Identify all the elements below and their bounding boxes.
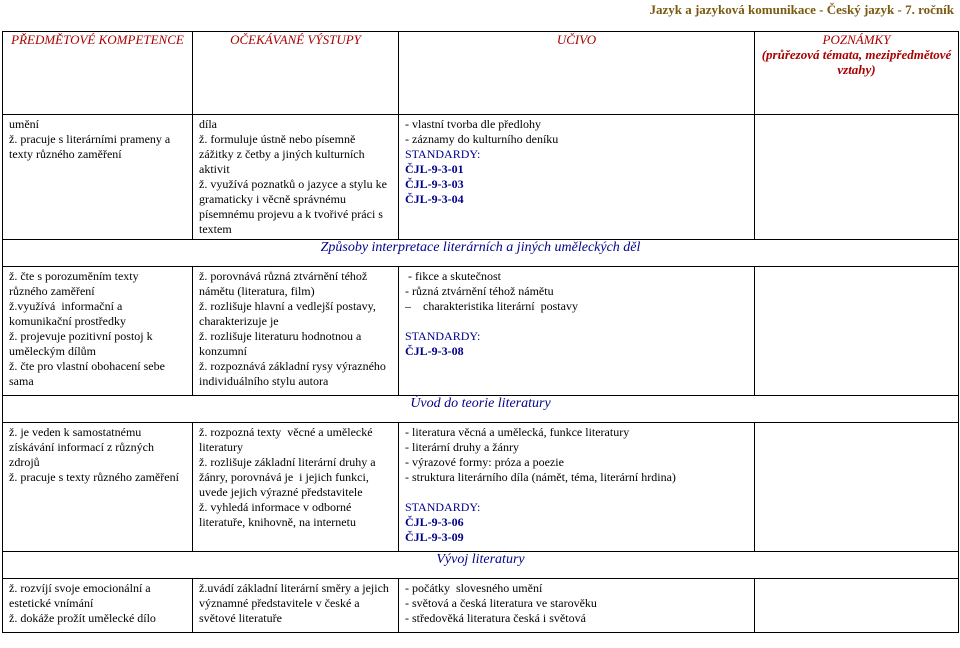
content-line: - vlastní tvorba dle předlohy [405, 117, 541, 131]
outcome-line: námětu (literatura, film) [199, 284, 315, 298]
content-line: - různá ztvárnění téhož námětu [405, 284, 554, 298]
section-heading: Vývoj literatury [3, 552, 959, 579]
outcome-line: ž. vyhledá informace v odborné [199, 500, 352, 514]
section-heading: Způsoby interpretace literárních a jiných uměleckých děl [3, 240, 959, 267]
outcomes-cell [193, 579, 399, 633]
column-header-row [3, 32, 959, 115]
page-header-title: Jazyk a jazyková komunikace - Český jazyk - 7. ročník [649, 2, 954, 17]
outcome-line: individuálního stylu autora [199, 374, 329, 388]
competence-line: ž. čte pro vlastní obohacení sebe [9, 359, 165, 373]
competences-cell [3, 267, 193, 396]
table-row [3, 423, 959, 552]
competence-line: umění [9, 117, 39, 131]
outcome-line: aktivit [199, 162, 230, 176]
notes-subtitle-2: vztahy) [837, 62, 876, 77]
competence-line: ž.využívá informační a [9, 299, 123, 313]
dash-bullet: – [405, 299, 411, 313]
standards-label: STANDARDY: [405, 147, 481, 161]
competence-line: ž. čte s porozuměním texty [9, 269, 139, 283]
content-line: - počátky slovesného umění [405, 581, 543, 595]
competence-line: získávání informací z různých [9, 440, 154, 454]
outcome-line: ž. formuluje ústně nebo písemně [199, 132, 356, 146]
standard-code: ČJL-9-3-06 [405, 515, 464, 529]
notes-cell [755, 579, 959, 633]
standard-code: ČJL-9-3-09 [405, 530, 464, 544]
content-line: - výrazové formy: próza a poezie [405, 455, 564, 469]
outcome-line: literatury [199, 440, 243, 454]
outcomes-cell [193, 267, 399, 396]
outcome-line: textem [199, 222, 232, 236]
competence-line: uměleckým dílům [9, 344, 96, 358]
standards-label: STANDARDY: [405, 329, 481, 343]
table-row [3, 579, 959, 633]
content-cell [399, 423, 755, 552]
outcome-line: konzumní [199, 344, 247, 358]
competences-cell [3, 423, 193, 552]
standard-code: ČJL-9-3-04 [405, 192, 464, 206]
outcomes-cell [193, 115, 399, 240]
curriculum-table [2, 31, 959, 633]
outcome-line: literatuře, knihovně, na internetu [199, 515, 356, 529]
content-line: - fikce a skutečnost [405, 269, 501, 283]
section-row [3, 240, 959, 267]
competence-line: ž. projevuje pozitivní postoj k [9, 329, 153, 343]
column-header-content: UČIVO [399, 32, 755, 115]
outcomes-cell [193, 423, 399, 552]
section-row [3, 552, 959, 579]
competence-line: texty různého zaměření [9, 147, 122, 161]
column-header-competences: PŘEDMĚTOVÉ KOMPETENCE [3, 32, 193, 115]
competence-line: komunikační prostředky [9, 314, 126, 328]
section-heading: Úvod do teorie literatury [3, 396, 959, 423]
competence-line: různého zaměření [9, 284, 95, 298]
competence-line: ž. dokáže prožít umělecké dílo [9, 611, 156, 625]
competence-line: estetické vnímání [9, 596, 94, 610]
content-line: - struktura literárního díla (námět, téma, literární hrdina) [405, 470, 676, 484]
standards-label: STANDARDY: [405, 500, 481, 514]
notes-cell [755, 115, 959, 240]
content-line: - literární druhy a žánry [405, 440, 519, 454]
outcome-line: díla [199, 117, 217, 131]
outcome-line: ž.uvádí základní literární směry a jejich [199, 581, 389, 595]
competence-line: ž. je veden k samostatnému [9, 425, 142, 439]
content-cell [399, 579, 755, 633]
standard-code: ČJL-9-3-03 [405, 177, 464, 191]
content-dash-text: charakteristika literární postavy [423, 299, 578, 313]
competences-cell [3, 579, 193, 633]
competence-line: ž. pracuje s literárními prameny a [9, 132, 171, 146]
outcome-line: ž. využívá poznatků o jazyce a stylu ke [199, 177, 387, 191]
competences-cell [3, 115, 193, 240]
standard-code: ČJL-9-3-01 [405, 162, 464, 176]
competence-line: ž. rozvíjí svoje emocionální a [9, 581, 151, 595]
content-line: - světová a česká literatura ve starověku [405, 596, 597, 610]
outcome-line: žánry, porovnává je i jejich funkci, [199, 470, 369, 484]
outcome-line: charakterizuje je [199, 314, 279, 328]
outcome-line: ž. rozlišuje základní literární druhy a [199, 455, 376, 469]
table-row [3, 115, 959, 240]
content-cell [399, 267, 755, 396]
column-header-outcomes: OČEKÁVANÉ VÝSTUPY [193, 32, 399, 115]
content-line [405, 299, 748, 314]
competence-line: ž. pracuje s texty různého zaměření [9, 470, 179, 484]
competence-line: sama [9, 374, 34, 388]
outcome-line: ž. rozpozná texty věcné a umělecké [199, 425, 373, 439]
section-row [3, 396, 959, 423]
content-line: - středověká literatura česká i světová [405, 611, 586, 625]
notes-title: POZNÁMKY [822, 32, 891, 47]
outcome-line: ž. rozlišuje literaturu hodnotnou a [199, 329, 362, 343]
notes-cell [755, 423, 959, 552]
content-line: - literatura věcná a umělecká, funkce literatury [405, 425, 630, 439]
notes-cell [755, 267, 959, 396]
notes-subtitle-1: (průřezová témata, mezipředmětové [761, 47, 952, 62]
outcome-line: ž. porovnává různá ztvárnění téhož [199, 269, 368, 283]
standard-code: ČJL-9-3-08 [405, 344, 464, 358]
outcome-line: významné představitele v české a [199, 596, 360, 610]
table-row [3, 267, 959, 396]
outcome-line: ž. rozlišuje hlavní a vedlejší postavy, [199, 299, 376, 313]
column-header-notes [755, 32, 959, 115]
outcome-line: ž. rozpoznává základní rysy výrazného [199, 359, 386, 373]
content-line: - záznamy do kulturního deníku [405, 132, 559, 146]
outcome-line: zážitky z četby a jiných kulturních [199, 147, 365, 161]
outcome-line: uvede jejich výrazné představitele [199, 485, 363, 499]
outcome-line: gramaticky i věcně správnému [199, 192, 346, 206]
competence-line: zdrojů [9, 455, 40, 469]
outcome-line: světové literatuře [199, 611, 282, 625]
outcome-line: písemnému projevu a k tvořivé práci s [199, 207, 383, 221]
content-cell [399, 115, 755, 240]
